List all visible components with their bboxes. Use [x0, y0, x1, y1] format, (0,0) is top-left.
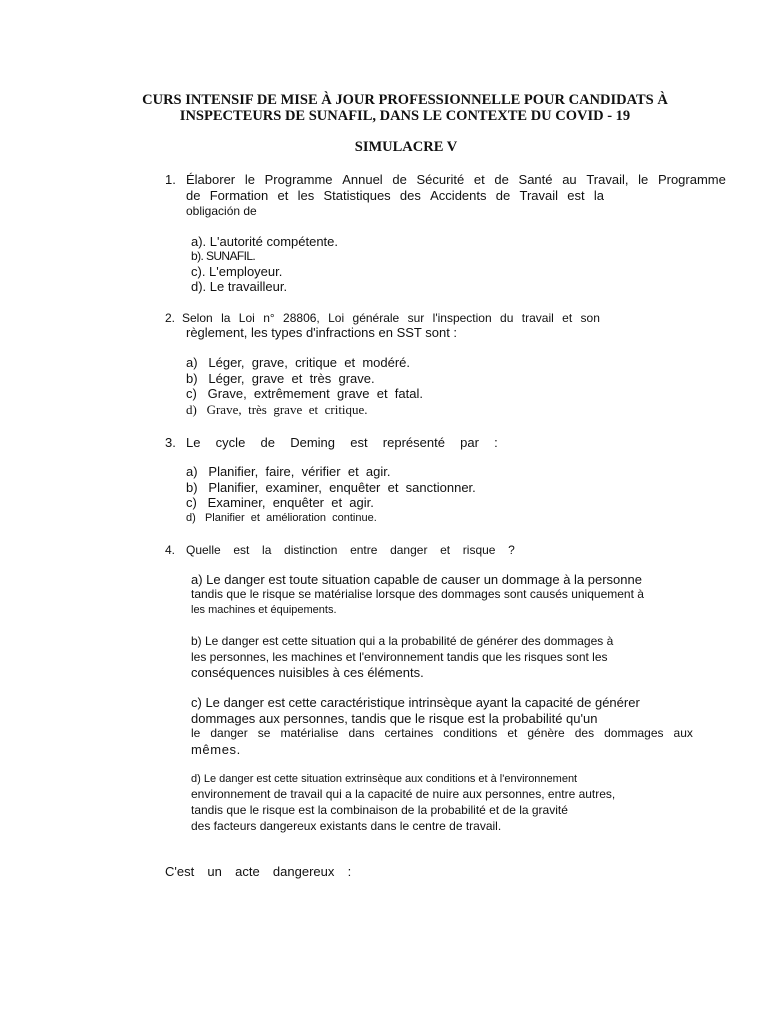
question-number: 2.: [165, 311, 176, 325]
option-line: des facteurs dangereux existants dans le centre de travail.: [191, 819, 502, 833]
question-line: Le cycle de Deming est représenté par :: [186, 435, 498, 450]
answer-option-c: c) Examiner, enquêter et agir.: [186, 495, 374, 510]
word: Santé: [518, 172, 553, 187]
word: son: [580, 311, 600, 325]
word: Selon: [182, 311, 213, 325]
word: la: [221, 311, 231, 325]
word: Loi: [328, 311, 345, 325]
word: aux: [673, 726, 693, 740]
answer-option-d: d) Planifier et amélioration continue.: [186, 512, 377, 524]
answer-option-b: b). SUNAFIL.: [191, 249, 256, 263]
question-line: obligación de: [186, 204, 257, 218]
word: des: [399, 188, 421, 203]
option-line: a) Le danger est toute situation capable de causer un dommage à la personne: [191, 572, 642, 587]
option-line: b) Le danger est cette situation qui a la probabilité de générer des dommages à: [191, 634, 614, 648]
word: la: [593, 188, 604, 203]
question-line: [186, 188, 604, 203]
word: le: [244, 172, 255, 187]
word: Programme: [264, 172, 333, 187]
answer-option-a: a) Planifier, faire, vérifier et agir.: [186, 464, 391, 479]
word: certaines: [384, 726, 434, 740]
answer-option-d: d) Grave, très grave et critique.: [186, 402, 368, 417]
question-line: règlement, les types d'infractions en SST sont :: [186, 325, 458, 340]
word: 28806,: [283, 311, 320, 325]
title-line-1: CURS INTENSIF DE MISE À JOUR PROFESSIONNELLE POUR CANDIDATS À: [142, 92, 668, 108]
option-line: environnement de travail qui a la capacité de nuire aux personnes, entre autres,: [191, 787, 616, 801]
option-line: d) Le danger est cette situation extrinsèque aux conditions et à l'environnement: [191, 773, 578, 785]
word: dans: [348, 726, 375, 740]
word: le: [191, 726, 201, 740]
option-line: les personnes, les machines et l'environnement tandis que les risques sont les: [191, 650, 608, 664]
word: du: [500, 311, 514, 325]
word: Loi: [238, 311, 255, 325]
word: de: [495, 188, 511, 203]
option-line: tandis que le risque est la combinaison de la probabilité et de la gravité: [191, 803, 568, 817]
question-number: 1.: [165, 172, 176, 187]
word: les: [297, 188, 315, 203]
word: et: [562, 311, 573, 325]
word: et: [473, 172, 485, 187]
word: générale: [352, 311, 400, 325]
option-line: [191, 726, 693, 741]
question-line: [182, 311, 600, 326]
word: Annuel: [342, 172, 383, 187]
document-title: [100, 92, 710, 124]
option-line: les machines et équipements.: [191, 604, 337, 616]
answer-option-b: b) Léger, grave et très grave.: [186, 371, 375, 386]
option-line: conséquences nuisibles à ces éléments.: [191, 665, 424, 680]
answer-option-a: a) Léger, grave, critique et modéré.: [186, 355, 411, 370]
title-line-2: INSPECTEURS DE SUNAFIL, DANS LE CONTEXTE DU COVID - 19: [179, 108, 631, 124]
word: des: [574, 726, 595, 740]
word: et: [277, 188, 289, 203]
word: danger: [210, 726, 248, 740]
option-line: dommages aux personnes, tandis que le risque est la probabilité qu'un: [191, 711, 598, 726]
question-line: [186, 172, 726, 187]
word: de: [186, 188, 201, 203]
word: l'inspection: [432, 311, 492, 325]
word: de: [392, 172, 407, 187]
option-line: c) Le danger est cette caractéristique intrinsèque ayant la capacité de générer: [191, 695, 640, 710]
question-number: 3.: [165, 435, 176, 450]
answer-option-a: a). L'autorité compétente.: [191, 234, 339, 249]
answer-option-d: d). Le travailleur.: [191, 279, 288, 294]
word: Travail,: [586, 172, 629, 187]
answer-option-c: c). L'employeur.: [191, 264, 283, 279]
word: travail: [521, 311, 554, 325]
word: Statistiques: [323, 188, 391, 203]
answer-option-b: b) Planifier, examiner, enquêter et sanctionner.: [186, 480, 476, 495]
word: sur: [407, 311, 425, 325]
word: Programme: [657, 172, 726, 187]
word: au: [562, 172, 577, 187]
word: conditions: [443, 726, 498, 740]
word: se: [257, 726, 271, 740]
option-line: mêmes.: [191, 742, 241, 757]
document-subtitle: SIMULACRE V: [354, 139, 458, 155]
word: et: [507, 726, 518, 740]
word: dommages: [604, 726, 664, 740]
word: Sécurité: [416, 172, 465, 187]
word: n°: [263, 311, 275, 325]
word: génère: [527, 726, 565, 740]
question-number: 4.: [165, 543, 176, 557]
word: Élaborer: [186, 172, 236, 187]
word: de: [494, 172, 509, 187]
word: Travail: [519, 188, 559, 203]
question-line: Quelle est la distinction entre danger et risque ?: [186, 543, 515, 557]
word: matérialise: [280, 726, 339, 740]
option-line: tandis que le risque se matérialise lorsque des dommages sont causés uniquement à: [191, 587, 644, 601]
word: Accidents: [430, 188, 487, 203]
question-line: C'est un acte dangereux :: [165, 864, 352, 879]
answer-option-c: c) Grave, extrêmement grave et fatal.: [186, 386, 423, 401]
word: est: [567, 188, 585, 203]
word: Formation: [209, 188, 269, 203]
word: le: [638, 172, 649, 187]
